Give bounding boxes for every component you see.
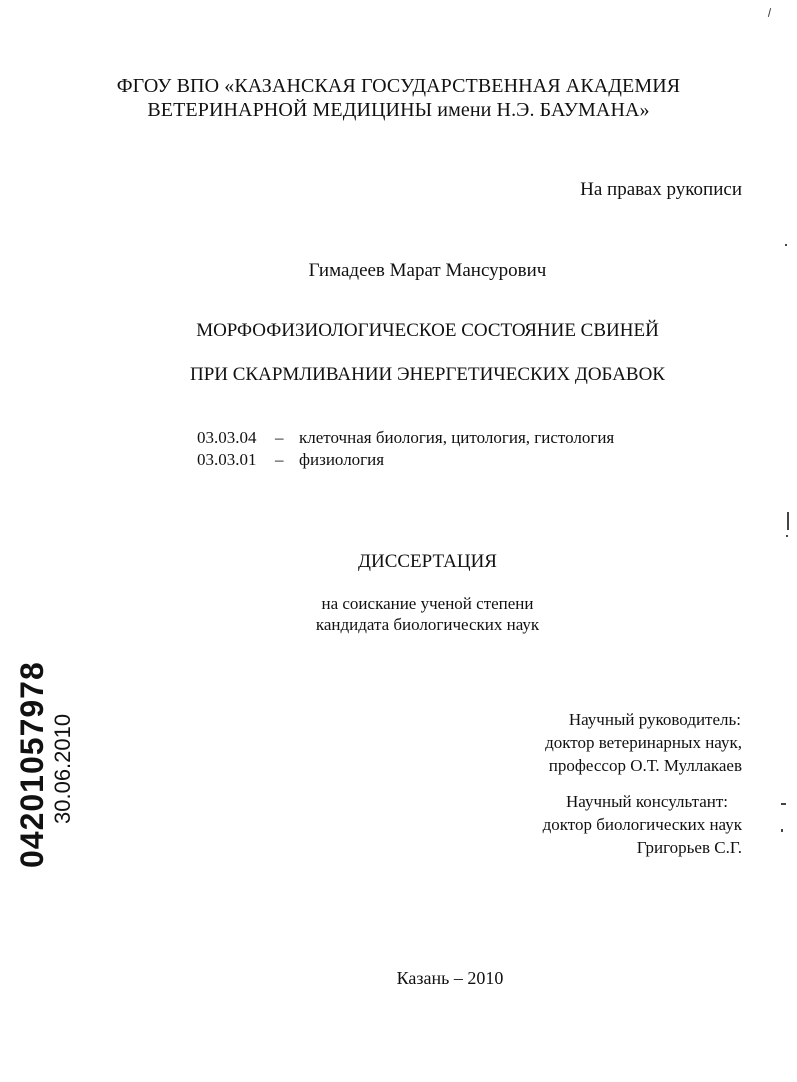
library-stamp — [14, 661, 76, 868]
title-line-1: МОРФОФИЗИОЛОГИЧЕСКОЕ СОСТОЯНИЕ СВИНЕЙ — [196, 320, 659, 341]
specialty-code: 03.03.04 — [197, 428, 257, 447]
consultant-block — [543, 790, 742, 859]
supervisor-name: профессор О.Т. Муллакаев — [548, 756, 742, 775]
document-type: ДИССЕРТАЦИЯ — [358, 551, 497, 572]
scan-artifact — [768, 8, 771, 17]
specialty-dash: – — [275, 428, 284, 447]
scan-artifact — [781, 803, 786, 805]
institution-line-2: ВЕТЕРИНАРНОЙ МЕДИЦИНЫ имени Н.Э. БАУМАНА» — [147, 99, 650, 121]
title-line-2: ПРИ СКАРМЛИВАНИИ ЭНЕРГЕТИЧЕСКИХ ДОБАВОК — [190, 364, 665, 385]
stamp-date: 30.06.2010 — [50, 713, 75, 824]
institution-line-1: ФГОУ ВПО «КАЗАНСКАЯ ГОСУДАРСТВЕННАЯ АКАДЕМИЯ — [116, 75, 681, 97]
scan-artifact — [781, 829, 783, 832]
city-year: Казань – 2010 — [396, 968, 504, 988]
degree-line-1: на соискание ученой степени — [321, 594, 534, 613]
specialty-row — [197, 449, 384, 470]
scan-artifact — [786, 535, 788, 537]
degree-line-2: кандидата биологических наук — [315, 615, 540, 634]
supervisor-block — [545, 708, 742, 777]
specialty-row — [197, 427, 614, 448]
degree-block — [0, 593, 797, 635]
author-name: Гимадеев Марат Мансурович — [308, 260, 547, 281]
institution-header — [0, 74, 797, 122]
consultant-label: Научный консультант: — [566, 792, 728, 811]
scan-artifact — [785, 244, 787, 246]
specialty-name: клеточная биология, цитология, гистология — [299, 428, 615, 447]
consultant-degree: доктор биологических наук — [542, 815, 742, 834]
specialty-dash: – — [275, 450, 284, 469]
scan-artifact — [787, 512, 789, 530]
specialty-code: 03.03.01 — [197, 450, 257, 469]
consultant-name: Григорьев С.Г. — [636, 838, 742, 857]
supervisor-degree: доктор ветеринарных наук, — [545, 733, 742, 752]
stamp-number: 04201057978 — [14, 661, 50, 868]
supervisor-label: Научный руководитель: — [568, 710, 741, 729]
rights-note: На правах рукописи — [580, 179, 742, 200]
specialty-name: физиология — [299, 450, 385, 469]
